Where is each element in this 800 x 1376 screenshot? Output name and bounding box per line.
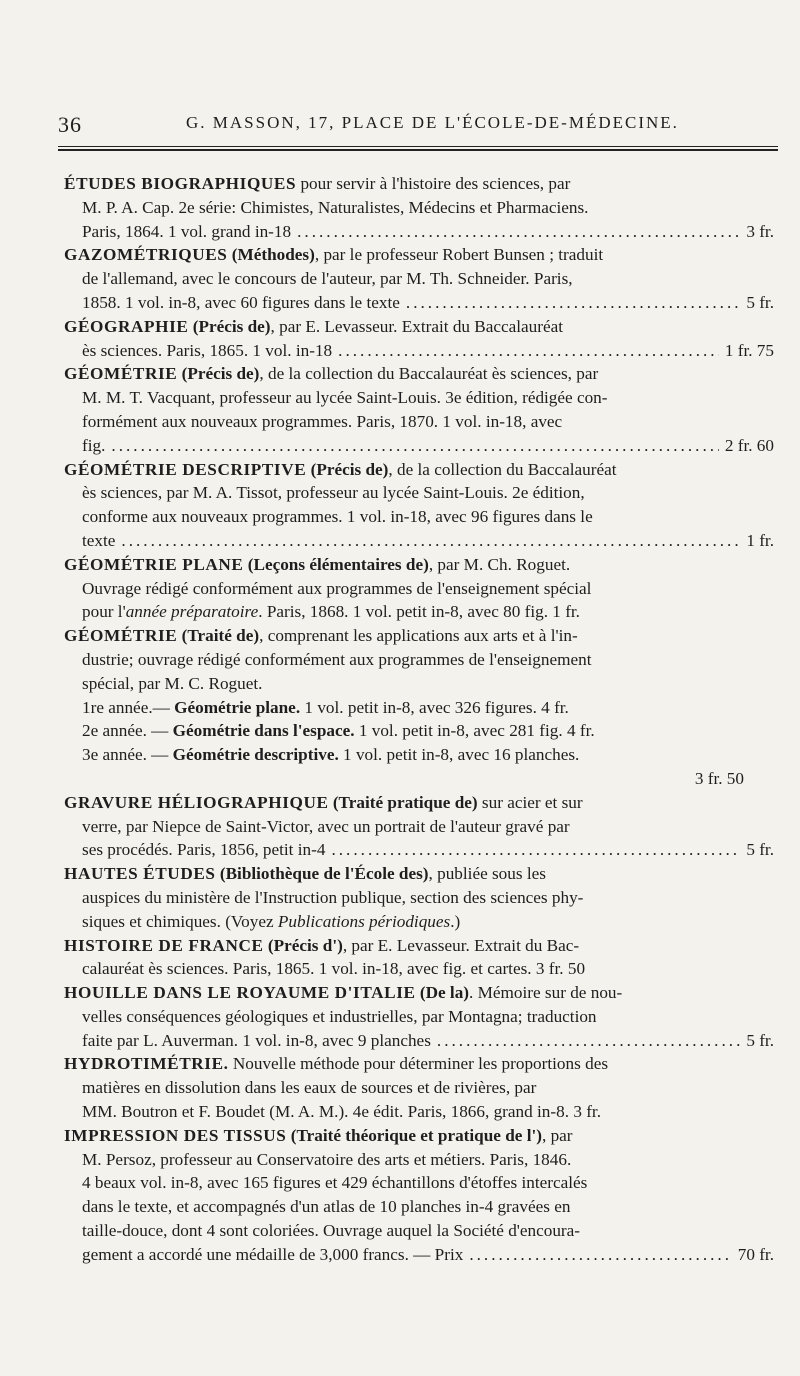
entry-headword: HAUTES ÉTUDES <box>64 864 216 884</box>
entry-price: 3 fr. 50 <box>535 959 586 979</box>
entry-headword: IMPRESSION DES TISSUS <box>64 1125 287 1145</box>
header-rule <box>58 146 778 147</box>
entry-price: 5 fr. <box>746 1030 774 1050</box>
catalogue-entry: GÉOMÉTRIE (Traité de), comprenant les applications aux arts et à l'in- dustrie; ouvrage rédigé conformément aux programmes de l'enseignement spécial, par M. C. Roguet. 1re année.— Géométrie plane. 1 vol. petit in-8, avec 326 figures. 4 fr. 2e année. — Géométrie dans l'espace. 1 vol. petit in-8, avec 281 fig. 4 fr. 3e année. — Géométrie descriptive. 1 vol. petit in-8, avec 16 planches. 3 fr. 50 <box>64 624 774 791</box>
volume-line: 3e année. — Géométrie descriptive. 1 vol. petit in-8, avec 16 planches. <box>82 745 580 765</box>
catalogue-entry: GRAVURE HÉLIOGRAPHIQUE (Traité pratique de) sur acier et sur verre, par Niepce de Saint-Victor, avec un portrait de l'auteur gravé par ses procédés. Paris, 1856, petit in-4 ..... 5 fr. <box>64 791 774 862</box>
entry-headword: HYDROTIMÉTRIE. <box>64 1054 229 1074</box>
entry-headword: GÉOGRAPHIE <box>64 316 189 336</box>
catalogue-entry: HYDROTIMÉTRIE. Nouvelle méthode pour déterminer les proportions des matières en dissolution dans les eaux de sources et de rivières, par MM. Boutron et F. Boudet (M. A. M.). 4e édit. Paris, 1866, grand in-8. 3 fr. <box>64 1054 609 1122</box>
entry-price: 3 fr. <box>573 1102 601 1122</box>
volume-line: 2e année. — Géométrie dans l'espace. 1 vol. petit in-8, avec 281 fig. 4 fr. <box>82 721 595 741</box>
catalogue-entry: GAZOMÉTRIQUES (Méthodes), par le professeur Robert Bunsen ; traduit de l'allemand, avec le concours de l'auteur, par M. Th. Schneider. Paris, 1858. 1 vol. in-8, avec 60 figures dans le texte ..... 5 fr. <box>64 243 774 314</box>
entry-headword: GÉOMÉTRIE <box>64 626 178 646</box>
entry-price: 5 fr. <box>746 840 774 860</box>
entry-price: 4 fr. <box>566 721 595 741</box>
entry-price: 1 fr. 75 <box>724 340 774 360</box>
catalogue-entry: ÉTUDES BIOGRAPHIQUES pour servir à l'histoire des sciences, par M. P. A. Cap. 2e série: Chimistes, Naturalistes, Médecins et Pharmaciens. Paris, 1864. 1 vol. grand in-18 ..... 3 fr. <box>64 172 774 243</box>
entry-price: 1 fr. <box>552 602 580 622</box>
entry-headword: GÉOMÉTRIE PLANE <box>64 554 244 574</box>
entry-headword: GRAVURE HÉLIOGRAPHIQUE <box>64 792 329 812</box>
header-rule-thick <box>58 149 778 151</box>
entry-headword: GAZOMÉTRIQUES <box>64 245 228 265</box>
entry-price: 70 fr. <box>737 1244 774 1264</box>
entry-price: 3 fr. <box>746 221 774 241</box>
catalogue-entry: HAUTES ÉTUDES (Bibliothèque de l'École des), publiée sous les auspices du ministère de l'Instruction publique, section des sciences phy- siques et chimiques. (Voyez Publications périodiques.) <box>64 864 584 931</box>
running-head: G. MASSON, 17, PLACE DE L'ÉCOLE-DE-MÉDECINE. <box>186 113 679 132</box>
catalogue-entry: GÉOMÉTRIE DESCRIPTIVE (Précis de), de la collection du Baccalauréat ès sciences, par M. A. Tissot, professeur au lycée Saint-Louis. 2e édition, conforme aux nouveaux programmes. 1 vol. in-18, avec 96 figures dans le texte ..... 1 fr. <box>64 458 774 553</box>
entry-price: 3 fr. 50 <box>694 768 744 788</box>
entry-price: 5 fr. <box>746 292 774 312</box>
catalogue-entry: IMPRESSION DES TISSUS (Traité théorique et pratique de l'), par M. Persoz, professeur au Conservatoire des arts et métiers. Paris, 1846. 4 beaux vol. in-8, avec 165 figures et 429 échantillons d'étoffes intercalés dans le texte, et accompagnés d'un atlas de 10 planches in-4 gravées en taille-douce, dont 4 sont coloriées. Ouvrage auquel la Société d'encoura- gement a accordé une médaille de 3,000 francs. — Prix ..... 70 fr. <box>64 1124 774 1267</box>
entry-headword: HOUILLE DANS LE ROYAUME D'ITALIE <box>64 983 416 1003</box>
catalogue-body <box>64 172 774 1267</box>
entry-headword: HISTOIRE DE FRANCE <box>64 935 264 955</box>
entry-headword: GÉOMÉTRIE DESCRIPTIVE <box>64 459 307 479</box>
catalogue-entry: GÉOMÉTRIE PLANE (Leçons élémentaires de), par M. Ch. Roguet. Ouvrage rédigé conformément aux programmes de l'enseignement spécial pour l'année préparatoire. Paris, 1868. 1 vol. petit in-8, avec 80 fig. 1 fr. <box>64 554 592 622</box>
catalogue-entry: HOUILLE DANS LE ROYAUME D'ITALIE (De la). Mémoire sur de nou- velles conséquences géologiques et industrielles, par Montagna; traduction faite par L. Auverman. 1 vol. in-8, avec 9 planches ..... 5 fr. <box>64 981 774 1052</box>
entry-headword: GÉOMÉTRIE <box>64 364 178 384</box>
page-number: 36 <box>58 112 82 137</box>
catalogue-entry: GÉOGRAPHIE (Précis de), par E. Levasseur. Extrait du Baccalauréat ès sciences. Paris, 1865. 1 vol. in-18 ..... 1 fr. 75 <box>64 315 774 363</box>
entry-price: 2 fr. 60 <box>724 435 774 455</box>
entry-price: 1 fr. <box>746 530 774 550</box>
page-header <box>58 112 780 138</box>
volume-line: 1re année.— Géométrie plane. 1 vol. petit in-8, avec 326 figures. 4 fr. <box>82 697 569 717</box>
catalogue-entry: HISTOIRE DE FRANCE (Précis d'), par E. Levasseur. Extrait du Bac- calauréat ès sciences. Paris, 1865. 1 vol. in-18, avec fig. et cartes. 3 fr. 50 <box>64 935 586 979</box>
catalogue-entry: GÉOMÉTRIE (Précis de), de la collection du Baccalauréat ès sciences, par M. M. T. Vacquant, professeur au lycée Saint-Louis. 3e édition, rédigée con- formément aux nouveaux programmes. Paris, 1870. 1 vol. in-18, avec fig. ..... 2 fr. 60 <box>64 362 774 457</box>
entry-headword: ÉTUDES BIOGRAPHIQUES <box>64 174 297 193</box>
entry-price: 4 fr. <box>541 697 569 717</box>
